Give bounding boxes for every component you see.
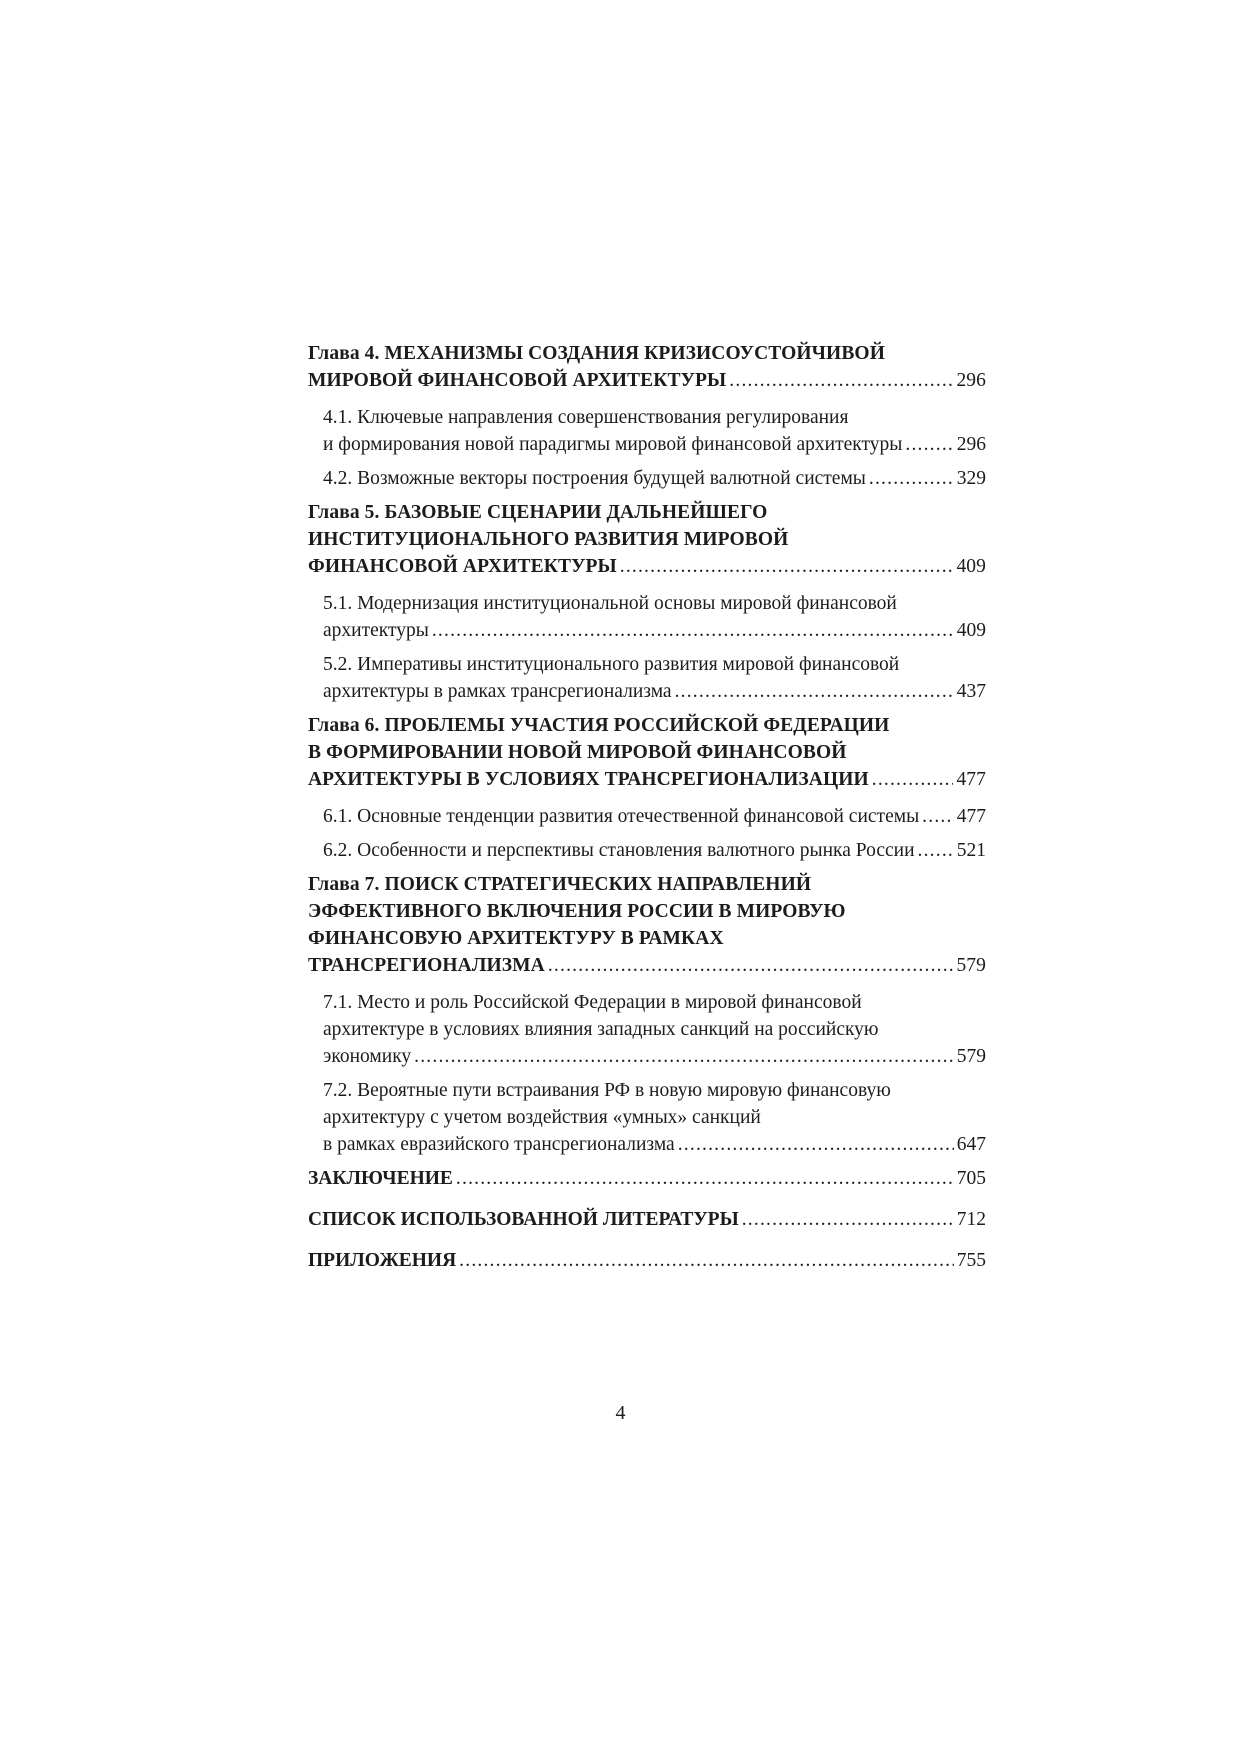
toc-entry-section	[308, 465, 986, 492]
dot-leader	[432, 617, 954, 644]
toc-entry-last-line	[323, 431, 986, 458]
toc-page-number: 705	[956, 1168, 986, 1189]
toc-entry-last-line	[308, 553, 986, 580]
toc-entry-chapter	[308, 499, 986, 580]
dot-leader	[678, 1131, 954, 1158]
toc-page-number: 329	[956, 468, 986, 489]
dot-leader	[620, 553, 954, 580]
toc-entry-title: в рамках евразийского трансрегионализма	[323, 1134, 675, 1155]
dot-leader	[548, 952, 954, 979]
toc-entry-last-line	[323, 1131, 986, 1158]
dot-leader	[905, 431, 953, 458]
table-of-contents	[308, 340, 986, 1288]
toc-entry-last-line	[308, 766, 986, 793]
toc-entry-title: архитектуры в рамках трансрегионализма	[323, 681, 672, 702]
toc-entry-line: Глава 6. ПРОБЛЕМЫ УЧАСТИЯ РОССИЙСКОЙ ФЕДЕРАЦИИ	[308, 715, 890, 736]
toc-entry-line: 5.2. Императивы институционального развития мировой финансовой	[323, 654, 900, 675]
toc-entry-last-line	[323, 678, 986, 705]
toc-entry-title: архитектуры	[323, 620, 429, 641]
toc-entry-last-line	[323, 465, 986, 492]
toc-entry-title: 4.2. Возможные векторы построения будущей валютной системы	[323, 468, 866, 489]
toc-entry-title: 6.2. Особенности и перспективы становления валютного рынка России	[323, 840, 915, 861]
toc-entry-last-line	[323, 617, 986, 644]
toc-page-number: 296	[956, 370, 986, 391]
page-number: 4	[615, 1402, 626, 1424]
toc-entry-section	[308, 803, 986, 830]
dot-leader	[918, 837, 954, 864]
dot-leader	[456, 1165, 954, 1192]
toc-entry-title: и формирования новой парадигмы мировой финансовой архитектуры	[323, 434, 903, 455]
toc-entry-last-line	[308, 367, 986, 394]
toc-entry-line: ФИНАНСОВУЮ АРХИТЕКТУРУ В РАМКАХ	[308, 928, 724, 949]
toc-page-number: 521	[956, 840, 986, 861]
toc-entry-chapter	[308, 340, 986, 394]
toc-entry-line: 7.1. Место и роль Российской Федерации в мировой финансовой	[323, 992, 862, 1013]
toc-entry-section	[308, 590, 986, 644]
toc-entry-last-line	[323, 803, 986, 830]
toc-entry-line: Глава 4. МЕХАНИЗМЫ СОЗДАНИЯ КРИЗИСОУСТОЙЧИВОЙ	[308, 343, 885, 364]
toc-entry-title: 6.1. Основные тенденции развития отечественной финансовой системы	[323, 806, 920, 827]
toc-entry-section	[308, 989, 986, 1070]
dot-leader	[414, 1043, 954, 1070]
dot-leader	[729, 367, 953, 394]
toc-entry-closing	[308, 1165, 986, 1192]
toc-entry-line: Глава 5. БАЗОВЫЕ СЦЕНАРИИ ДАЛЬНЕЙШЕГО	[308, 502, 768, 523]
toc-entry-line: ЭФФЕКТИВНОГО ВКЛЮЧЕНИЯ РОССИИ В МИРОВУЮ	[308, 901, 846, 922]
toc-entry-title: ПРИЛОЖЕНИЯ	[308, 1250, 457, 1271]
dot-leader	[742, 1206, 954, 1233]
toc-entry-section	[308, 651, 986, 705]
toc-entry-title: ФИНАНСОВОЙ АРХИТЕКТУРЫ	[308, 556, 617, 577]
toc-entry-last-line	[323, 837, 986, 864]
toc-entry-line: В ФОРМИРОВАНИИ НОВОЙ МИРОВОЙ ФИНАНСОВОЙ	[308, 742, 847, 763]
toc-page-number: 755	[956, 1250, 986, 1271]
toc-page-number: 579	[956, 955, 986, 976]
dot-leader	[675, 678, 954, 705]
dot-leader	[459, 1247, 954, 1274]
toc-entry-last-line	[308, 1165, 986, 1192]
toc-page-number: 409	[956, 620, 986, 641]
toc-entry-title: ЗАКЛЮЧЕНИЕ	[308, 1168, 453, 1189]
dot-leader	[869, 465, 954, 492]
toc-entry-line: 4.1. Ключевые направления совершенствования регулирования	[323, 407, 849, 428]
toc-entry-section	[308, 1077, 986, 1158]
toc-entry-line: Глава 7. ПОИСК СТРАТЕГИЧЕСКИХ НАПРАВЛЕНИЙ	[308, 874, 812, 895]
toc-entry-title: экономику	[323, 1046, 412, 1067]
toc-entry-last-line	[308, 1206, 986, 1233]
toc-entry-closing	[308, 1206, 986, 1233]
toc-entry-title: СПИСОК ИСПОЛЬЗОВАННОЙ ЛИТЕРАТУРЫ	[308, 1209, 739, 1230]
toc-entry-section	[308, 404, 986, 458]
toc-entry-chapter	[308, 712, 986, 793]
dot-leader	[922, 803, 954, 830]
toc-page-number: 477	[956, 769, 986, 790]
toc-page-number: 579	[956, 1046, 986, 1067]
toc-entry-line: архитектуре в условиях влияния западных санкций на российскую	[323, 1019, 879, 1040]
toc-page-number: 409	[956, 556, 986, 577]
toc-entry-title: МИРОВОЙ ФИНАНСОВОЙ АРХИТЕКТУРЫ	[308, 370, 727, 391]
toc-entry-line: архитектуру с учетом воздействия «умных» санкций	[323, 1107, 761, 1128]
toc-page-number: 712	[956, 1209, 986, 1230]
toc-entry-closing	[308, 1247, 986, 1274]
toc-entry-last-line	[323, 1043, 986, 1070]
toc-page-number: 296	[956, 434, 986, 455]
toc-page-number: 647	[956, 1134, 986, 1155]
toc-entry-title: АРХИТЕКТУРЫ В УСЛОВИЯХ ТРАНСРЕГИОНАЛИЗАЦИИ	[308, 769, 869, 790]
toc-entry-last-line	[308, 952, 986, 979]
toc-entry-last-line	[308, 1247, 986, 1274]
toc-page-number: 437	[956, 681, 986, 702]
toc-entry-line: 5.1. Модернизация институциональной основы мировой финансовой	[323, 593, 897, 614]
toc-entry-section	[308, 837, 986, 864]
toc-page-number: 477	[956, 806, 986, 827]
toc-entry-line: ИНСТИТУЦИОНАЛЬНОГО РАЗВИТИЯ МИРОВОЙ	[308, 529, 789, 550]
toc-entry-chapter	[308, 871, 986, 979]
toc-entry-title: ТРАНСРЕГИОНАЛИЗМА	[308, 955, 545, 976]
dot-leader	[872, 766, 954, 793]
toc-entry-line: 7.2. Вероятные пути встраивания РФ в новую мировую финансовую	[323, 1080, 891, 1101]
